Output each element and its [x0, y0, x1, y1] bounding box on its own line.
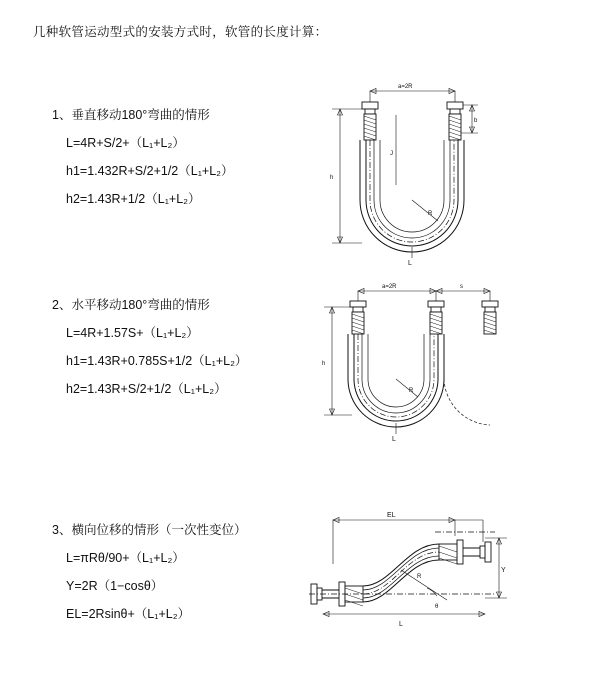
svg-text:θ: θ [435, 604, 439, 610]
figure-lateral-offset [295, 502, 525, 642]
svg-text:s: s [460, 284, 463, 290]
section-2-heading: 2、水平移动180°弯曲的情形 [52, 298, 210, 312]
section-1-formula-1: L=4R+S/2+（L₁+L₂） [66, 136, 185, 150]
svg-text:h: h [330, 175, 334, 181]
page-title: 几种软管运动型式的安装方式时，软管的长度计算： [33, 25, 328, 39]
section-3-heading: 3、横向位移的情形（一次性变位） [52, 523, 247, 537]
section-2-formula-1: L=4R+1.57S+（L₁+L₂） [66, 326, 199, 340]
section-1-formula-3: h2=1.43R+1/2（L₁+L₂） [66, 192, 201, 206]
svg-text:h: h [322, 361, 326, 367]
svg-text:a=2R: a=2R [398, 84, 413, 90]
section-2-text [52, 295, 312, 407]
section-1-formula-2: h1=1.432R+S/2+1/2（L₁+L₂） [66, 164, 234, 178]
section-1-heading: 1、垂直移动180°弯曲的情形 [52, 108, 210, 122]
svg-text:a=2R: a=2R [382, 284, 397, 290]
svg-text:L: L [408, 260, 412, 267]
figure-horizontal-180 [310, 275, 530, 455]
svg-text:L: L [399, 621, 403, 628]
svg-text:R: R [417, 574, 422, 580]
svg-text:EL: EL [387, 512, 396, 519]
svg-text:b: b [474, 118, 478, 124]
svg-text:R: R [428, 211, 433, 217]
section-3-text [52, 520, 312, 632]
section-1-text [52, 105, 312, 217]
section-3-formula-3: EL=2Rsinθ+（L₁+L₂） [66, 607, 191, 621]
section-3-formula-1: L=πRθ/90+（L₁+L₂） [66, 551, 185, 565]
section-2-formula-2: h1=1.43R+0.785S+1/2（L₁+L₂） [66, 354, 248, 368]
svg-text:R: R [409, 388, 414, 394]
figure-vertical-180 [310, 75, 530, 275]
section-3-formula-2: Y=2R（1−cosθ） [66, 579, 164, 593]
svg-text:Y: Y [501, 567, 506, 574]
svg-text:J: J [390, 151, 393, 157]
svg-text:L: L [392, 436, 396, 443]
section-2-formula-3: h2=1.43R+S/2+1/2（L₁+L₂） [66, 382, 227, 396]
